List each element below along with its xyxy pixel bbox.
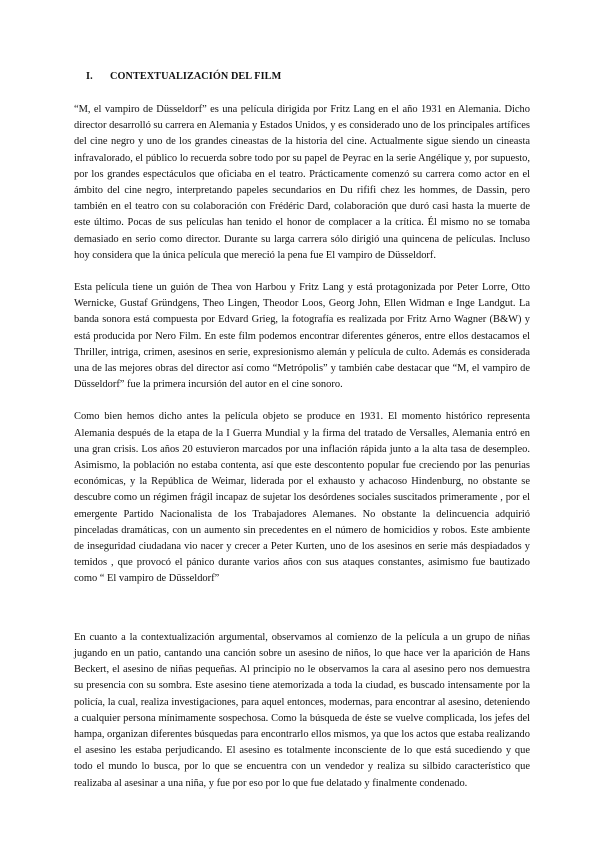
section-number: I. xyxy=(86,71,93,82)
paragraph-plot-context: En cuanto a la contextualización argumental, observamos al comienzo de la película a un grupo de niñas jugando en un patio, cantando una canción sobre un asesino de niños, lo que hace ver la aparición de Hans Beckert, el asesino de niñas pequeñas. Al principio no le observamos la cara al asesino pero nos demuestra su presencia con su sombra. Este asesino tiene atemorizada a toda la ciudad, es buscado intensamente por la policía, la cual, realiza investigaciones, para aquel entonces, modernas, para encontrar al asesino, deteniendo a cualquier persona mínimamente sospechosa. Como la búsqueda de éste se vuelve complicada, los jefes del hampa, organizan diferentes búsquedas para encontrarlo ellos mismos, ya que los actos que estaba realizando el asesino les estaba perjudicando. El asesino es totalmente inconsciente de lo que está sucediendo y que todo el mundo lo busca, por lo que se encuentra con un vendedor y realiza su silbido característico que realizaba al asesinar a una niña, y fue por eso por lo que fue delatado y finalmente condenado. xyxy=(74,631,530,789)
section-heading xyxy=(86,71,530,82)
paragraph-intro-director: “M, el vampiro de Düsseldorf” es una película dirigida por Fritz Lang en el año 1931 en Alemania. Dicho director desarrolló su carrera en Alemania y Estados Unidos, y es considerado uno de los principales artífices del cine negro y uno de los grandes cineastas de la historia del cine. Actualmente sigue siendo un cineasta infravalorado, el público lo recuerda sobre todo por su papel de Peyrac en la serie Angélique y, por supuesto, por los grandes espectáculos que oficiaba en el teatro. Prácticamente comenzó su carrera como actor en el ámbito del cine negro, interpretando papeles secundarios en Du rififi chez les hommes, de Dassin, pero también en el teatro con su colaboración con Frédéric Dard, colaboración que duró casi hasta la muerte de este último. Pocas de sus películas han tenido el honor de complacer a la crítica. Él mismo no se tomaba demasiado en serio como director. Durante su larga carrera sólo dirigió una quincena de películas. Incluso hoy considera que la única película que mereció la pena fue El vampiro de Düsseldorf. xyxy=(74,104,530,261)
paragraph-cast-and-crew: Esta película tiene un guión de Thea von Harbou y Fritz Lang y está protagonizada por Peter Lorre, Otto Wernicke, Gustaf Gründgens, Theo Lingen, Theodor Loos, Georg John, Ellen Widman e Inge Landgut. La banda sonora está compuesta por Edvard Grieg, la fotografía es realizada por Fritz Arno Wagner (B&W) y está producida por Nero Film. En este film podemos encontrar diferentes géneros, entre ellos destacamos el Thriller, intriga, crimen, asesinos en serie, expresionismo alemán y película de culto. Además es considerada una de las mejores obras del director así como “Metrópolis” y también cabe destacar que “M, el vampiro de Düsseldorf” fue la primera incursión del autor en el cine sonoro. xyxy=(74,282,530,391)
section-title: CONTEXTUALIZACIÓN DEL FILM xyxy=(110,71,282,82)
paragraph-historical-context: Como bien hemos dicho antes la película objeto se produce en 1931. El momento histórico representa Alemania después de la etapa de la I Guerra Mundial y la firma del tratado de Versalles, Alemania entró en una gran crisis. Los años 20 estuvieron marcados por una inflación rápida junto a la alta tasa de desempleo. Asimismo, la población no estaba contenta, así que este descontento popular fue creciendo por las penurias económicas, y la República de Weimar, liderada por el exhausto y achacoso Hindenburg, no obstante se descubre como un régimen frágil incapaz de sujetar los desórdenes sociales suscitados primeramente , por el emergente Partido Nacionalista de los Trabajadores Alemanes. No obstante la delincuencia adquirió pinceladas dramáticas, con un aumento sin precedentes en el número de homicidios y robos. Este ambiente de inseguridad ciudadana vio nacer y crecer a Peter Kurten, uno de los asesinos en serie más despiadados y temidos , que provocó el pánico durante varios años con sus ataques constantes, asimismo fue bautizado como “ El vampiro de Düsseldorf” xyxy=(74,411,530,585)
